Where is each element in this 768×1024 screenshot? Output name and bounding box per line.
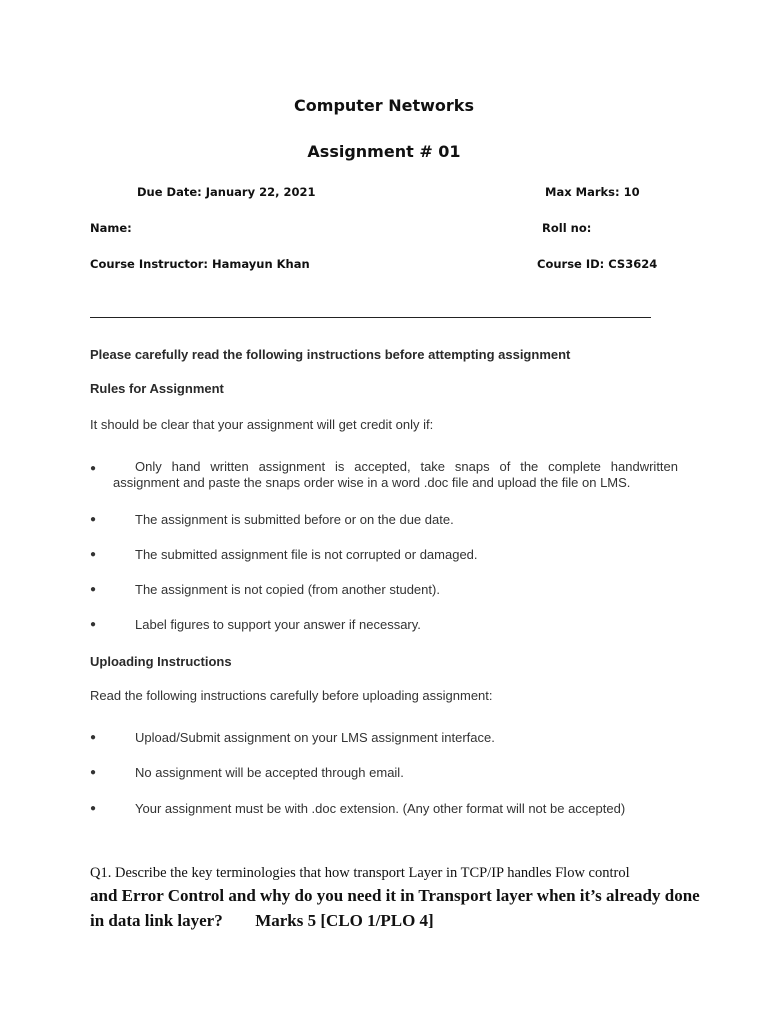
upload-item-text: No assignment will be accepted through email. [135,765,404,780]
assignment-title: Assignment # 01 [307,142,461,161]
question-marks: Marks 5 [CLO 1/PLO 4] [255,911,434,930]
course-title: Computer Networks [294,96,474,115]
instructions-heading: Please carefully read the following instructions before attempting assignment [90,347,571,362]
bullet-icon: ● [90,549,97,560]
rule-text-line1: Only hand written assignment is accepted, take snaps of the complete handwritten [135,459,678,474]
bullet-icon: ● [90,514,97,525]
question-line-3 [90,911,434,931]
course-id: Course ID: CS3624 [537,257,658,271]
bullet-icon: ● [90,584,97,595]
rule-text: The assignment is submitted before or on the due date. [135,512,454,527]
upload-intro: Read the following instructions carefully before uploading assignment: [90,688,493,703]
question-line-1: Q1. Describe the key terminologies that how transport Layer in TCP/IP handles Flow control [90,865,630,881]
bullet-icon: ● [90,463,97,474]
max-marks: Max Marks: 10 [545,185,640,199]
rules-heading: Rules for Assignment [90,381,224,396]
rules-intro: It should be clear that your assignment will get credit only if: [90,417,434,432]
course-instructor: Course Instructor: Hamayun Khan [90,257,310,271]
name-label: Name: [90,221,132,235]
bullet-icon: ● [90,732,97,743]
question-line-3-text: in data link layer? [90,911,223,930]
roll-label: Roll no: [542,221,592,235]
list-item [90,459,678,491]
bullet-icon: ● [90,767,97,778]
bullet-icon: ● [90,619,97,630]
upload-heading: Uploading Instructions [90,654,232,669]
rule-text-line2: assignment and paste the snaps order wise in a word .doc file and upload the file on LMS. [113,475,631,490]
rule-text: The assignment is not copied (from another student). [135,582,440,597]
rule-text: Label figures to support your answer if necessary. [135,617,421,632]
rule-text: The submitted assignment file is not corrupted or damaged. [135,547,478,562]
upload-item-text: Your assignment must be with .doc extension. (Any other format will not be accepted) [135,801,626,816]
bullet-icon: ● [90,803,97,814]
question-line-2: and Error Control and why do you need it in Transport layer when it’s already done [90,886,700,905]
upload-item-text: Upload/Submit assignment on your LMS assignment interface. [135,730,495,745]
divider-line [90,317,651,318]
due-date: Due Date: January 22, 2021 [137,185,316,199]
